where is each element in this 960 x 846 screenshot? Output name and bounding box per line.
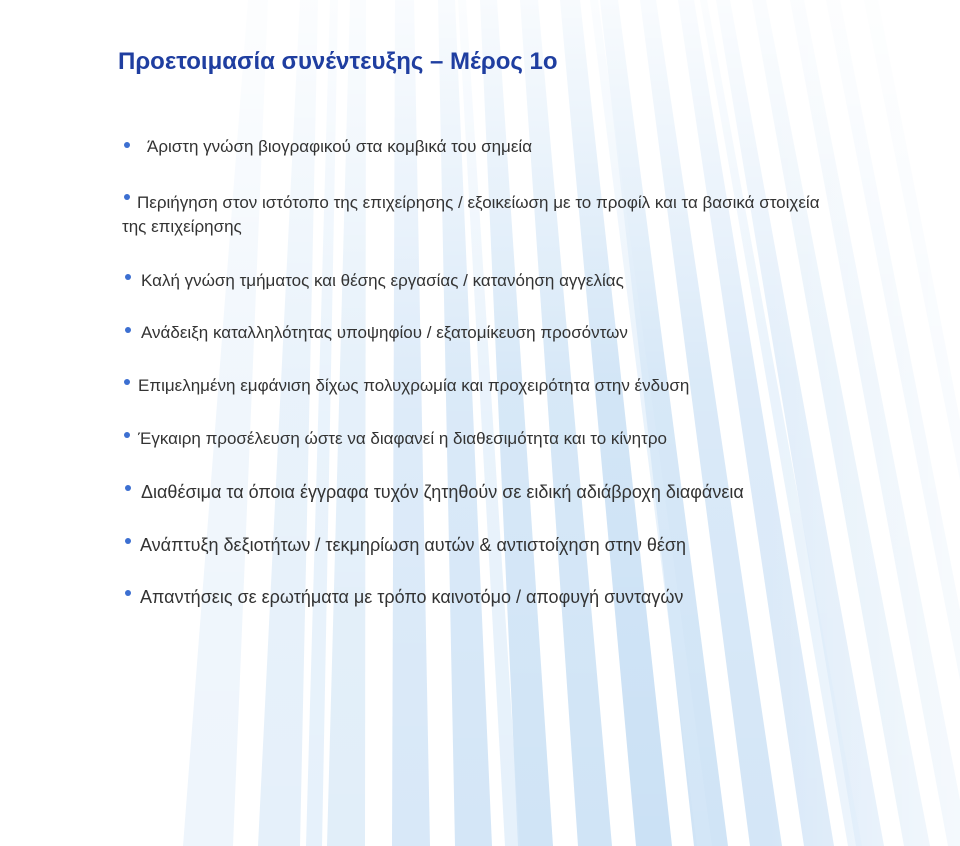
bullet-text: Επιμελημένη εμφάνιση δίχως πολυχρωμία και προχειρότητα στην ένδυση [138,376,690,395]
bullet-dot-icon [125,327,131,333]
bullet-item [140,585,683,609]
bullet-text: Καλή γνώση τμήματος και θέσης εργασίας / κατανόηση αγγελίας [141,271,624,290]
bullet-item [138,428,667,450]
bullet-dot-icon [124,432,130,438]
bullet-item [141,270,624,292]
bullet-text: Ανάδειξη καταλληλότητας υποψηφίου / εξατομίκευση προσόντων [141,323,628,342]
bullet-dot-icon [125,485,131,491]
bullet-item [140,533,686,557]
bullet-item [147,136,532,158]
bullet-item [141,480,744,504]
bullet-dot-icon [124,194,130,200]
bullet-dot-icon [125,274,131,280]
bullet-dot-icon [125,538,131,544]
bullet-item [138,375,689,397]
slide-title: Προετοιμασία συνέντευξης – Μέρος 1ο [118,48,558,75]
bullet-text: Απαντήσεις σε ερωτήματα με τρόπο καινοτόμο / αποφυγή συνταγών [140,587,684,607]
bullet-item [137,190,959,216]
bullet-text: Περιήγηση στον ιστότοπο της επιχείρησης / εξοικείωση με το προφίλ και τα βασικά στοιχεία [137,193,820,212]
bullet-text: Έγκαιρη προσέλευση ώστε να διαφανεί η διαθεσιμότητα και το κίνητρο [138,429,667,448]
bullet-continuation-text: της επιχείρησης [122,217,242,236]
bullet-text: Διαθέσιμα τα όποια έγγραφα τυχόν ζητηθούν σε ειδική αδιάβροχη διαφάνεια [141,482,744,502]
bullet-dot-icon [124,142,130,148]
bullet-text: Άριστη γνώση βιογραφικού στα κομβικά του σημεία [147,137,533,156]
bullet-item [141,322,628,344]
bullet-text: Ανάπτυξη δεξιοτήτων / τεκμηρίωση αυτών & αντιστοίχηση στην θέση [140,535,686,555]
bullet-dot-icon [124,379,130,385]
bullet-dot-icon [125,590,131,596]
